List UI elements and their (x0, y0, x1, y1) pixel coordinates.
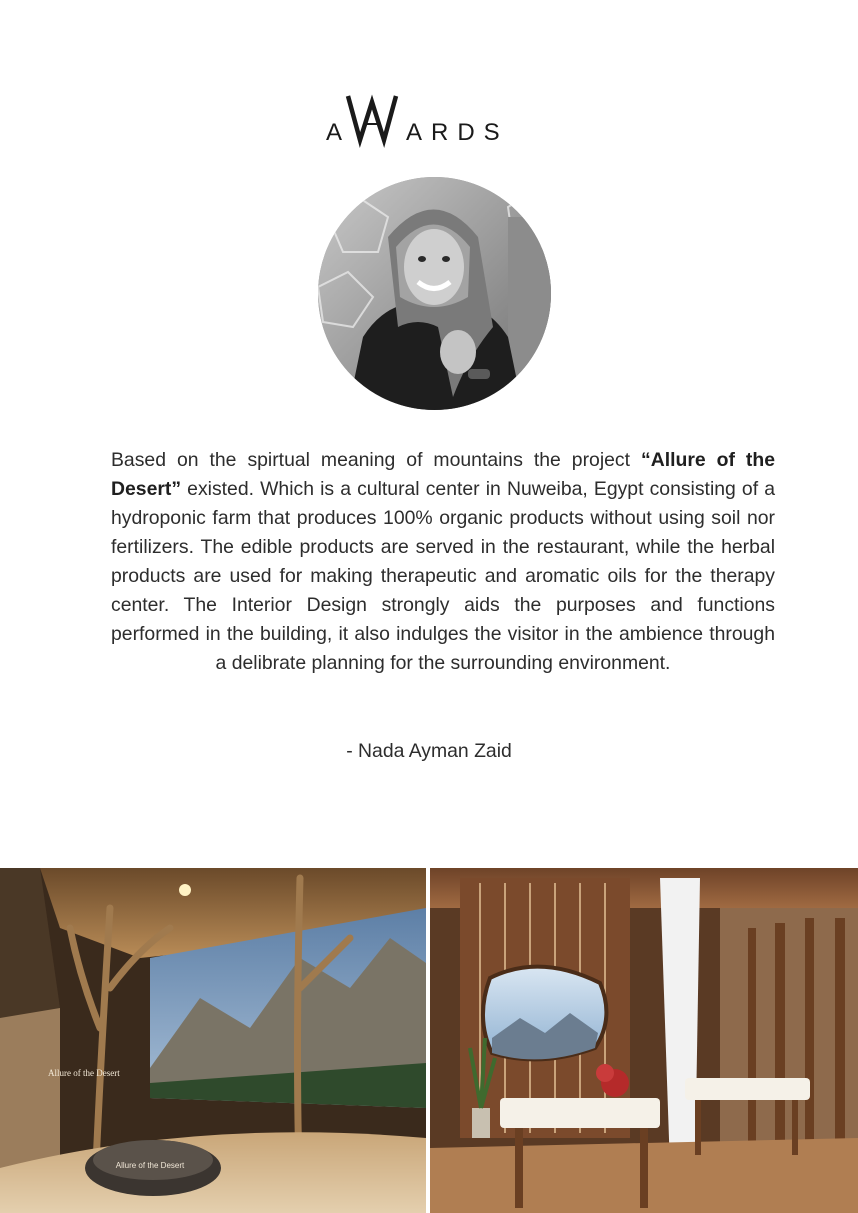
author-signature: - Nada Ayman Zaid (346, 740, 512, 762)
wall-sign: Allure of the Desert (48, 1068, 120, 1078)
lobby-render-image (0, 868, 426, 1213)
awards-monogram-logo (314, 88, 544, 148)
svg-text:ARDS: ARDS (406, 119, 509, 146)
portrait-photo-icon (318, 177, 551, 410)
portrait-photo (318, 177, 551, 410)
project-description (111, 446, 775, 678)
awards-logo (0, 88, 858, 148)
description-intro: Based on the spirtual meaning of mountains the project (111, 449, 641, 471)
description-body: existed. Which is a cultural center in Nuweiba, Egypt consisting of a hydroponic farm that produces 100% organic products without using soil nor fertilizers. The edible products are served in the restaurant, while the herbal products are used for making therapeutic and aromatic oils for the therapy center. The Interior Design strongly aids the purposes and functions performed in the building, it also indulges the visitor in the ambience through a delibrate planning for the surrounding environment. (111, 478, 775, 674)
svg-text:A: A (326, 119, 345, 146)
project-title: “Allure of the Desert” (111, 449, 775, 500)
desk-sign: Allure of the Desert (115, 1161, 185, 1170)
lobby-render-icon (0, 868, 426, 1213)
spa-room-render-icon (430, 868, 858, 1213)
spa-room-render-image (430, 868, 858, 1213)
